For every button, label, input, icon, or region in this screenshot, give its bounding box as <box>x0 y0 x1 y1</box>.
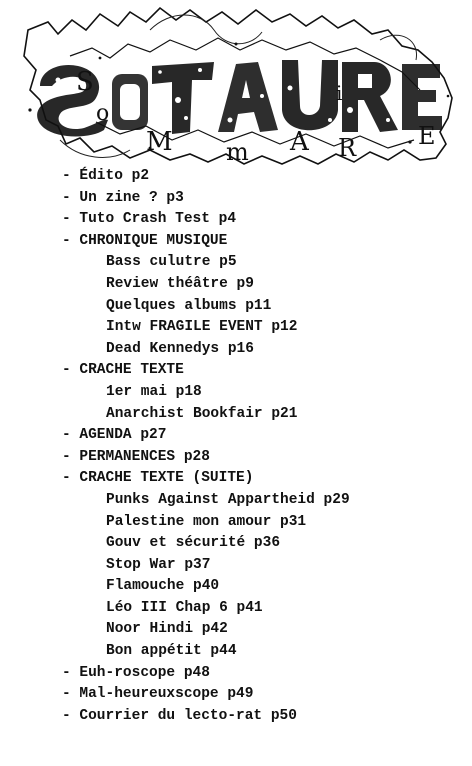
handwritten-letter: E <box>418 122 436 150</box>
toc-subentry: Stop War p37 <box>106 556 211 573</box>
toc-subentry: Intw FRAGILE EVENT p12 <box>106 319 298 336</box>
toc-subentry: Bass culutre p5 <box>106 254 237 271</box>
toc-subentry: Anarchist Bookfair p21 <box>106 405 298 422</box>
toc-entry: - PERMANENCES p28 <box>62 448 210 465</box>
handwritten-letter: M <box>146 127 173 157</box>
toc-subentry: Gouv et sécurité p36 <box>106 535 281 552</box>
handwritten-letter: S <box>76 67 94 97</box>
toc-subentry: Dead Kennedys p16 <box>106 340 254 357</box>
toc-subentry: Quelques albums p11 <box>106 297 272 314</box>
toc-entry: - Édito p2 <box>62 168 150 184</box>
toc-entry: - Tuto Crash Test p4 <box>62 211 237 228</box>
toc-subentry: Léo III Chap 6 p41 <box>106 599 263 616</box>
sommaire-collage-illustration <box>0 0 472 168</box>
toc-entry: - Un zine ? p3 <box>62 189 184 206</box>
toc-subentry: Palestine mon amour p31 <box>106 513 307 530</box>
toc-subentry: Punks Against Appartheid p29 <box>106 491 350 508</box>
handwritten-letter: m <box>226 138 249 166</box>
toc-entry: - Courrier du lecto-rat p50 <box>62 707 297 724</box>
toc-subentry: Noor Hindi p42 <box>106 621 228 638</box>
handwritten-letter: A <box>290 127 309 157</box>
toc-section: - CHRONIQUE MUSIQUE <box>62 232 228 249</box>
handwritten-letter: i <box>336 81 343 105</box>
toc-subentry: 1er mai p18 <box>106 383 202 400</box>
toc-entry: - Mal-heureuxscope p49 <box>62 686 254 703</box>
toc-entry: - Euh-roscope p48 <box>62 664 210 681</box>
table-of-contents <box>62 166 350 727</box>
handwritten-letter: R <box>338 134 357 162</box>
sommaire-header-art <box>0 0 472 168</box>
toc-entry: - AGENDA p27 <box>62 427 167 444</box>
toc-section: - CRACHE TEXTE (SUITE) <box>62 470 254 487</box>
handwritten-letter: o <box>96 101 110 126</box>
toc-subentry: Review théâtre p9 <box>106 275 254 292</box>
toc-subentry: Bon appétit p44 <box>106 643 237 660</box>
toc-section: - CRACHE TEXTE <box>62 362 184 379</box>
toc-subentry: Flamouche p40 <box>106 578 220 595</box>
